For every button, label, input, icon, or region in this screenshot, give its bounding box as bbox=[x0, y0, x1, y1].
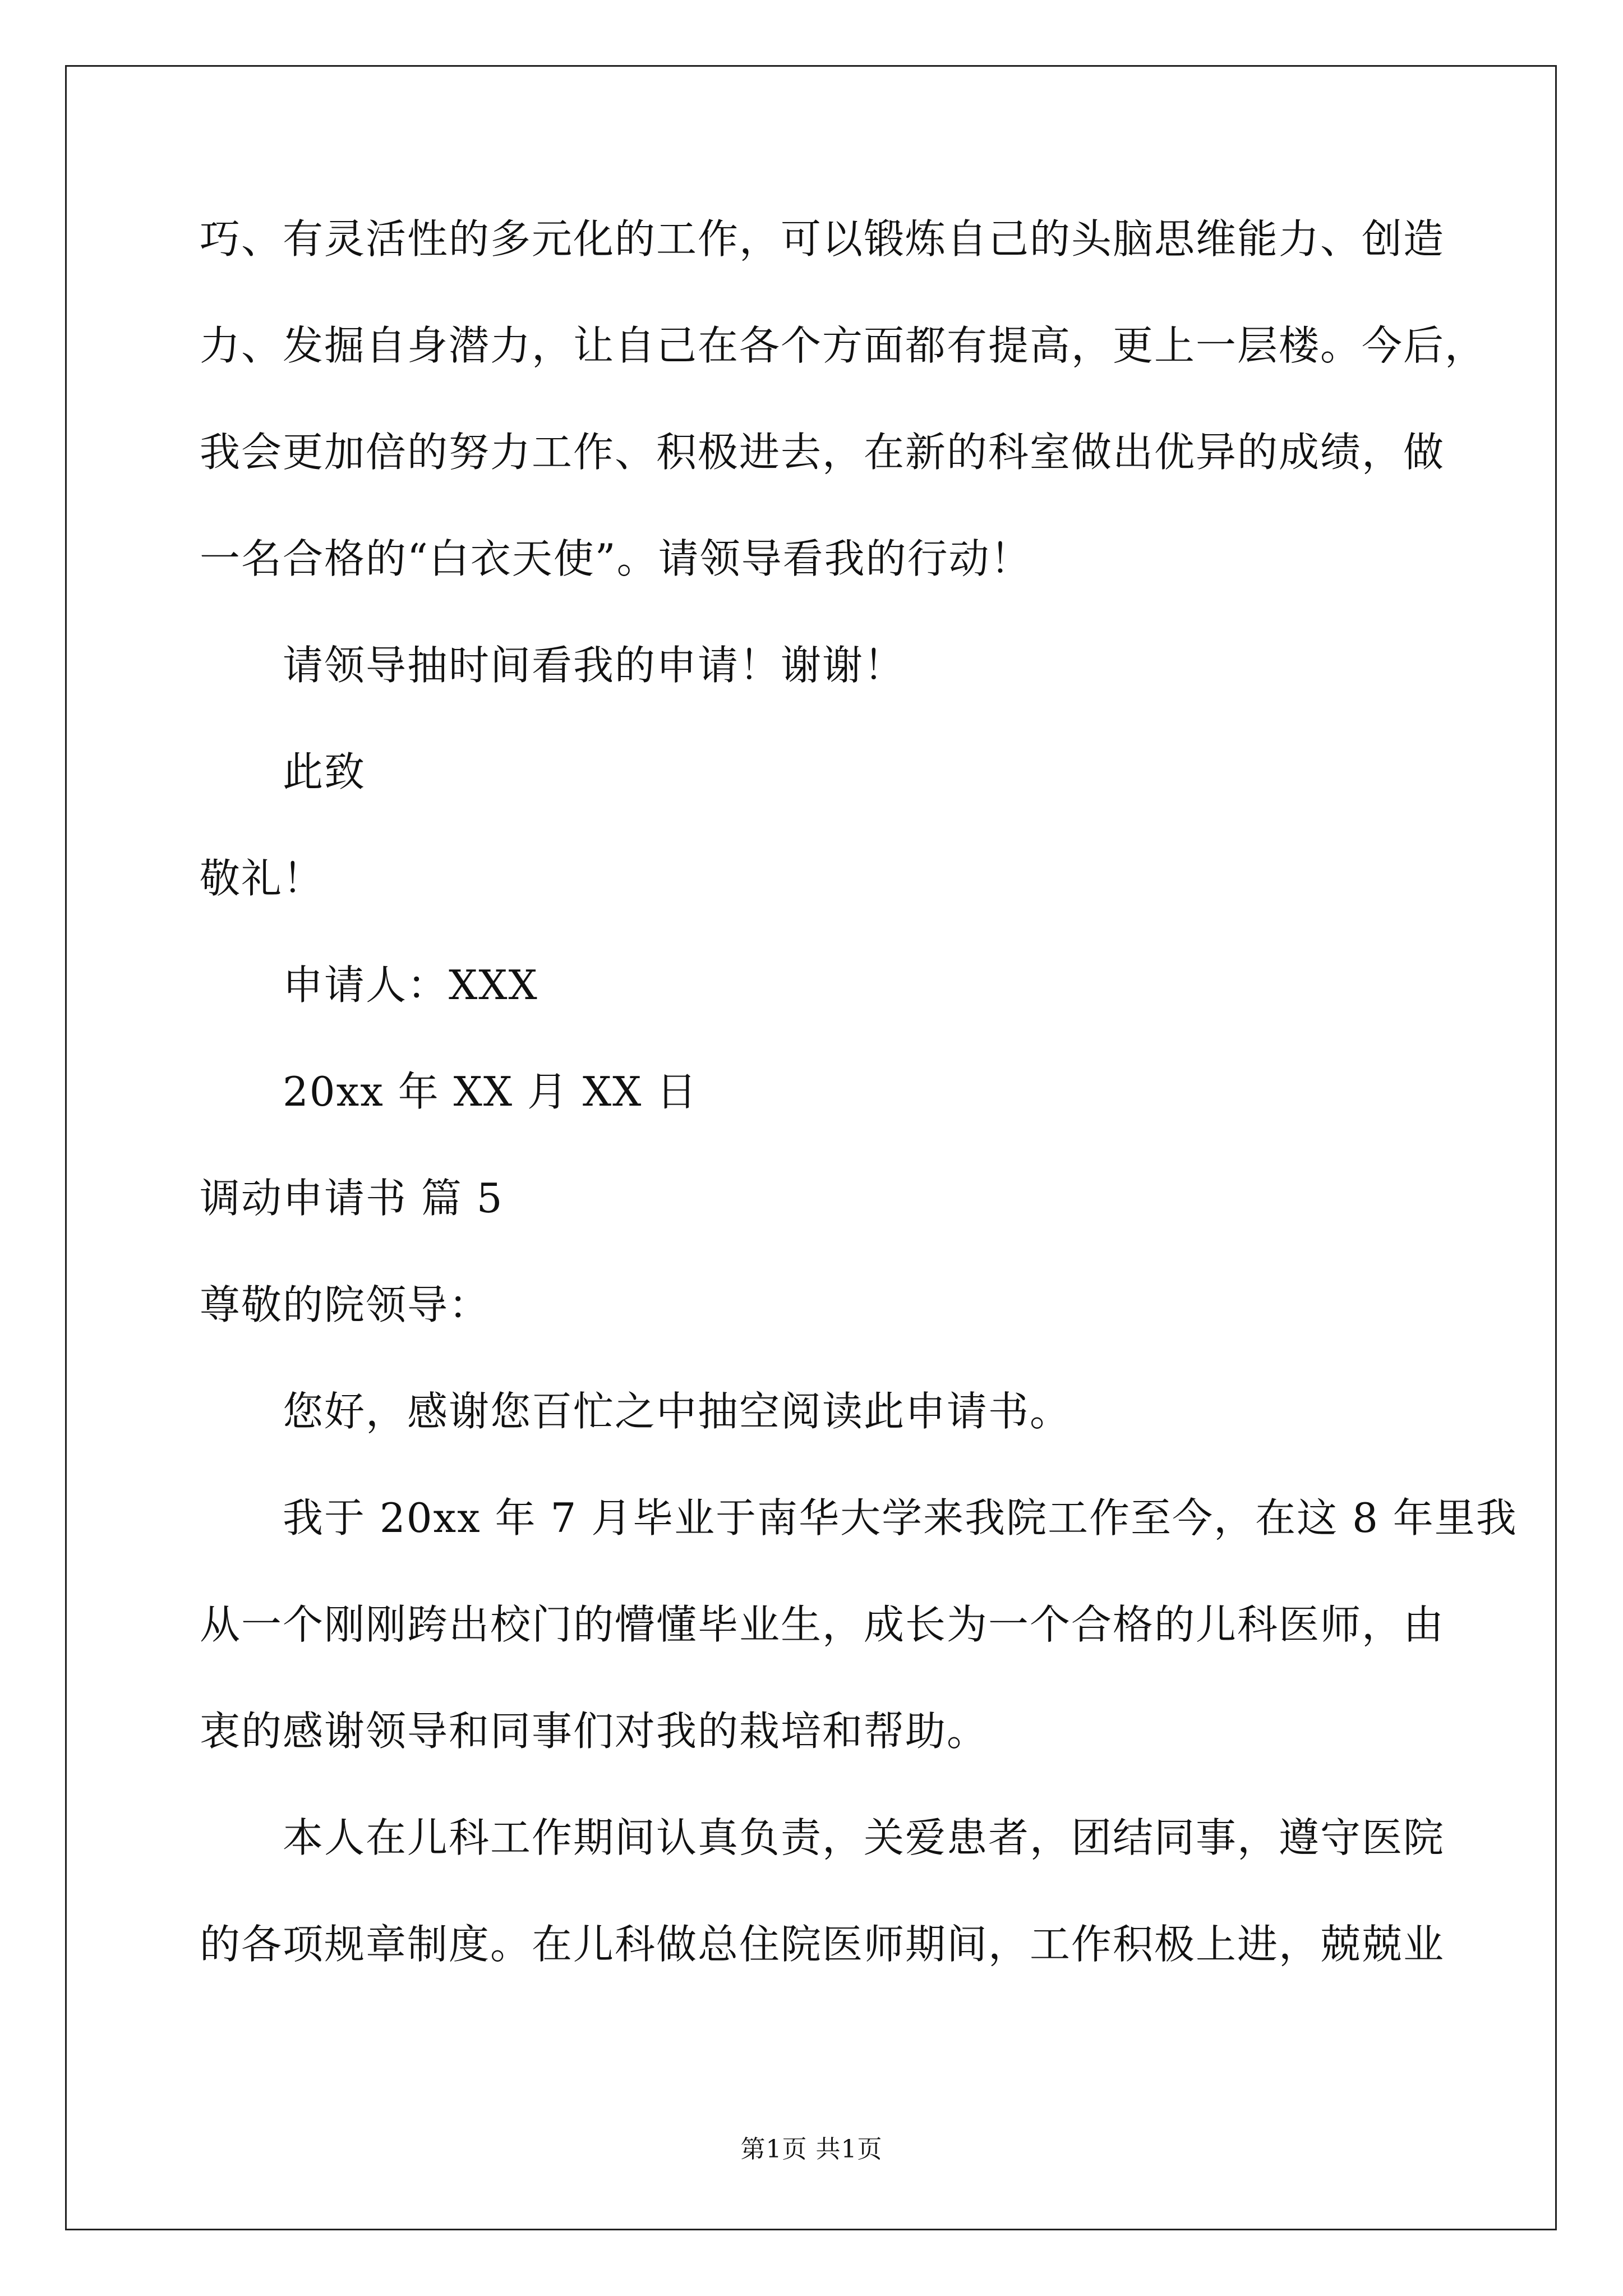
body-line: 我会更加倍的努力工作、积极进去，在新的科室做出优异的成绩，做 bbox=[200, 429, 1445, 476]
body-line: 巧、有灵活性的多元化的工作，可以锻炼自己的头脑思维能力、创造 bbox=[200, 215, 1445, 263]
body-line: 衷的感谢领导和同事们对我的栽培和帮助。 bbox=[200, 1708, 989, 1755]
body-line: 一名合格的“白衣天使”。请领导看我的行动！ bbox=[200, 535, 1032, 582]
closing-regards: 敬礼！ bbox=[200, 855, 325, 902]
applicant-signature: 申请人：XXX bbox=[283, 961, 538, 1009]
section-title: 调动申请书 篇 5 bbox=[200, 1175, 504, 1222]
body-line: 力、发掘自身潜力，让自己在各个方面都有提高，更上一层楼。今后， bbox=[200, 322, 1487, 369]
body-line: 我于 20xx 年 7 月毕业于南华大学来我院工作至今，在这 8 年里我 bbox=[283, 1494, 1518, 1542]
body-line: 本人在儿科工作期间认真负责，关爱患者，团结同事，遵守医院 bbox=[283, 1814, 1445, 1861]
body-line: 从一个刚刚跨出校门的懵懂毕业生，成长为一个合格的儿科医师，由 bbox=[200, 1601, 1445, 1648]
body-line: 的各项规章制度。在儿科做总住院医师期间，工作积极上进，兢兢业 bbox=[200, 1921, 1445, 1968]
closing-salutation: 此致 bbox=[283, 748, 366, 795]
signature-date: 20xx 年 XX 月 XX 日 bbox=[283, 1068, 698, 1115]
greeting-line: 您好，感谢您百忙之中抽空阅读此申请书。 bbox=[283, 1388, 1072, 1435]
addressee: 尊敬的院领导： bbox=[200, 1281, 491, 1328]
request-line: 请领导抽时间看我的申请！谢谢！ bbox=[283, 642, 906, 689]
page-number-footer: 第1页 共1页 bbox=[740, 2135, 883, 2164]
document-body bbox=[200, 215, 1518, 2031]
